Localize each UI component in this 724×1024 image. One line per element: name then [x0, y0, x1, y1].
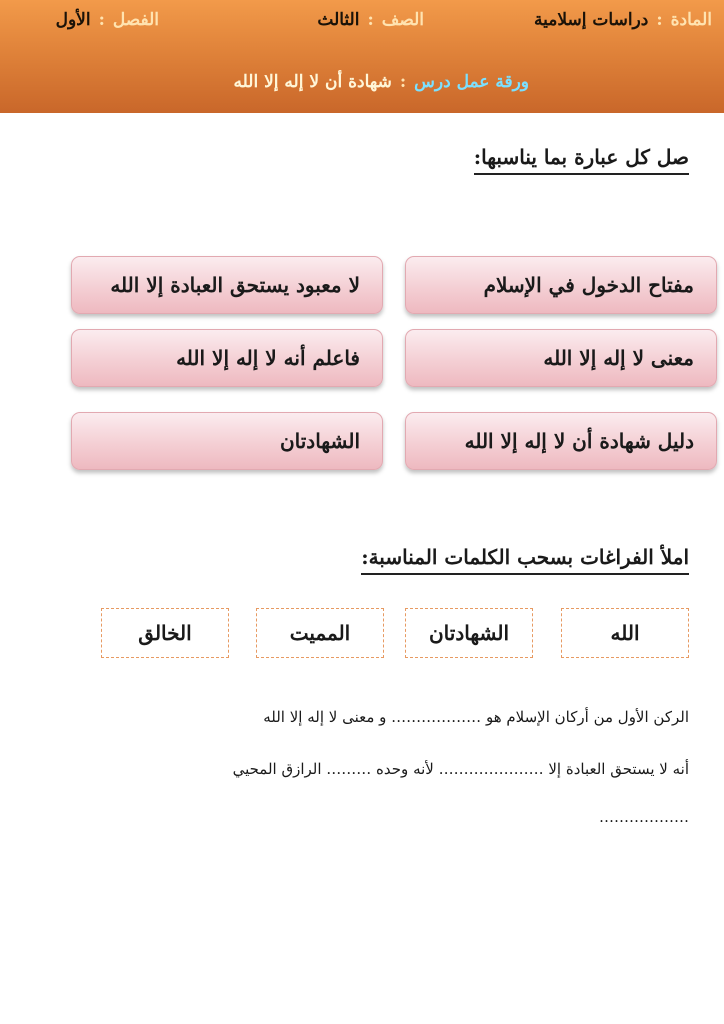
grade-value: الثالث [317, 10, 360, 30]
term-field [56, 8, 159, 32]
grade-label: الصف [381, 10, 424, 30]
term-label: الفصل [112, 10, 159, 30]
draggable-word-1[interactable]: الله [561, 608, 689, 658]
draggable-word-2[interactable]: الشهادتان [405, 608, 533, 658]
subject-field [534, 8, 712, 32]
grade-separator: : [367, 10, 374, 30]
match-item-right-2[interactable]: معنى لا إله إلا الله [405, 329, 717, 387]
grade-field [317, 8, 424, 32]
draggable-word-3[interactable]: المميت [256, 608, 384, 658]
subject-label: المادة [670, 10, 712, 30]
fill-blank-line-2[interactable]: أنه لا يستحق العبادة إلا ………………… لأنه وحده ……… الرازق المحيي [232, 760, 689, 778]
lesson-separator: : [399, 72, 407, 92]
fill-blank-line-1[interactable]: الركن الأول من أركان الإسلام هو ……………… و معنى لا إله إلا الله [263, 708, 689, 726]
lesson-label: ورقة عمل درس [414, 72, 529, 92]
draggable-word-4[interactable]: الخالق [101, 608, 229, 658]
match-item-right-3[interactable]: دليل شهادة أن لا إله إلا الله [405, 412, 717, 470]
lesson-value: شهادة أن لا إله إلا الله [233, 72, 392, 92]
subject-value: دراسات إسلامية [534, 10, 649, 30]
fill-blanks-section-title: املأ الفراغات بسحب الكلمات المناسبة: [361, 545, 689, 575]
term-value: الأول [55, 10, 91, 30]
matching-section-title: صل كل عبارة بما يناسبها: [474, 145, 689, 175]
match-item-left-1[interactable]: لا معبود يستحق العبادة إلا الله [71, 256, 383, 314]
match-item-left-3[interactable]: الشهادتان [71, 412, 383, 470]
match-item-left-2[interactable]: فاعلم أنه لا إله إلا الله [71, 329, 383, 387]
fill-blank-line-3[interactable]: ……………… [599, 808, 689, 826]
lesson-title [234, 72, 529, 92]
term-separator: : [98, 10, 105, 30]
subject-separator: : [656, 10, 663, 30]
match-item-right-1[interactable]: مفتاح الدخول في الإسلام [405, 256, 717, 314]
worksheet-header [0, 0, 724, 113]
